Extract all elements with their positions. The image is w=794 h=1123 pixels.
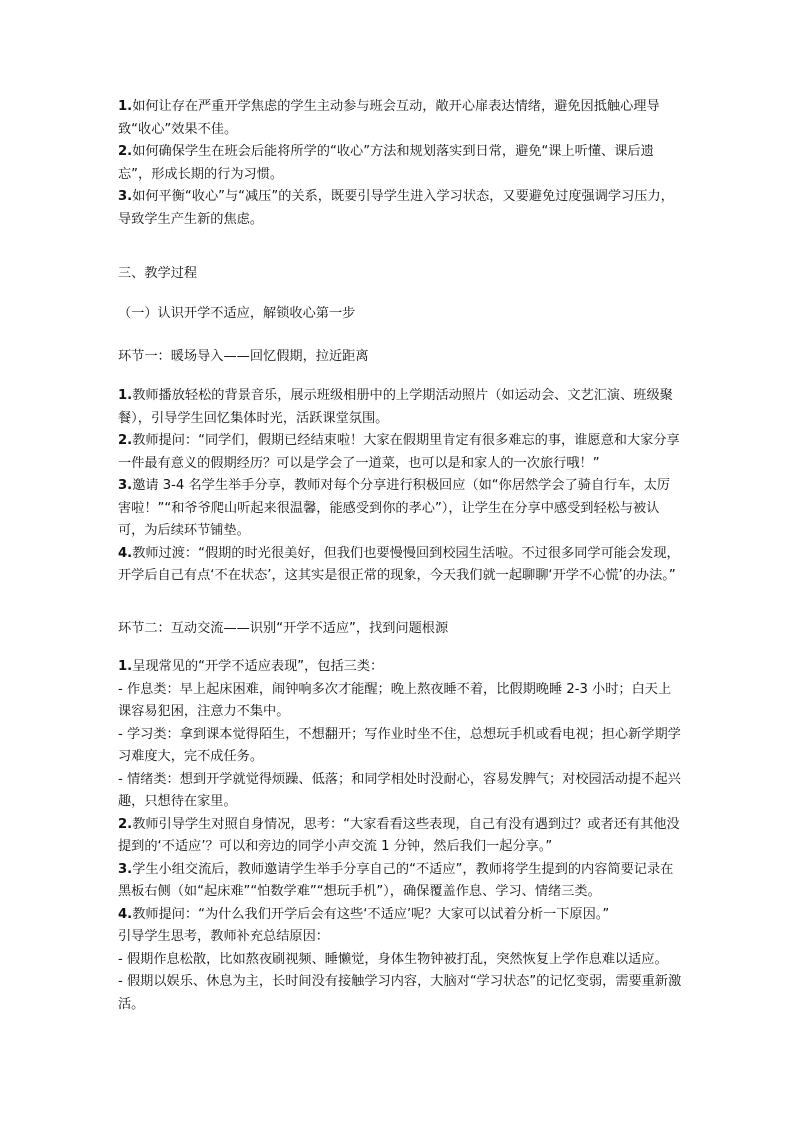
guide-text: 引导学生思考，教师补充总结原因： [118, 929, 329, 944]
reason-bullet-2: - 假期以娱乐、休息为主，长时间没有接触学习内容，大脑对“学习状态”的记忆变弱，需要重新激活。 [118, 974, 682, 1012]
step1-list [118, 385, 683, 588]
item-text: 教师引导学生对照自身情况，思考：“大家看看这些表现，自己有没有遇到过？或者还有其他没提到的‘不适应’？可以和旁边的同学小声交流 1 分钟，然后我们一起分享。” [118, 816, 680, 854]
item-number: 1. [118, 388, 133, 403]
step1-title: 环节一：暖场导入——回忆假期，拉近距离 [118, 349, 369, 364]
step1-item-2 [118, 430, 683, 475]
item-text: 教师提问：“为什么我们开学后会有这些‘不适应’呢？大家可以试着分析一下原因。” [132, 906, 610, 922]
symptom-bullet-1: - 作息类：早上起床困难，闹钟响多次才能醒；晚上熬夜睡不着，比假期晚睡 2-3 小时；白天上课容易犯困，注意力不集中。 [118, 681, 672, 719]
part-title: （一）认识开学不适应，解锁收心第一步 [118, 306, 356, 321]
item-text: 教师播放轻松的背景音乐，展示班级相册中的上学期活动照片（如运动会、文艺汇演、班级聚餐），引导学生回忆集体时光，活跃课堂氛围。 [118, 388, 673, 426]
step1-item-4 [118, 543, 683, 588]
section-heading [118, 263, 683, 285]
step2-item-3 [118, 859, 683, 904]
reason-bullet-1: - 假期作息松散，比如熬夜刷视频、睡懒觉，身体生物钟被打乱，突然恢复上学作息难以适应。 [118, 951, 668, 967]
item-number: 4. [118, 545, 133, 561]
step2-item-4 [118, 904, 683, 927]
part-heading [118, 303, 683, 325]
item-number: 3. [118, 478, 133, 493]
item-number: 4. [118, 906, 133, 922]
step1-heading [118, 346, 683, 368]
item-text: 如何平衡“收心”与“减压”的关系，既要引导学生进入学习状态，又要避免过度强调学习压力，导致学生产生新的焦虑。 [118, 189, 674, 227]
item-number: 1. [118, 99, 133, 114]
step1-item-1 [118, 385, 683, 430]
step2-item-1 [118, 656, 683, 679]
item-number: 1. [118, 659, 133, 674]
item-text: 如何确保学生在班会后能将所学的“收心”方法和规划落实到日常，避免“课上听懂、课后遗忘”，形成长期的行为习惯。 [118, 144, 654, 182]
problem-item-1 [118, 96, 683, 141]
symptom-bullet-2: - 学习类：拿到课本觉得陌生，不想翻开；写作业时坐不住，总想玩手机或看电视；担心新学期学习难度大，完不成任务。 [118, 726, 681, 764]
step1-item-3 [118, 475, 683, 543]
step2-list [118, 656, 683, 1016]
symptom-bullet-3: - 情绪类：想到开学就觉得烦躁、低落；和同学相处时没耐心，容易发脾气；对校园活动提不起兴趣，只想待在家里。 [118, 771, 681, 809]
step2-heading [118, 618, 683, 640]
item-text: 邀请 3-4 名学生举手分享，教师对每个分享进行积极回应（如“你居然学会了骑自行车，太厉害啦！”“和爷爷爬山听起来很温馨，能感受到你的孝心”），让学生在分享中感受到轻松与被认可，为后续环节铺垫。 [118, 478, 671, 538]
section-title: 三、教学过程 [118, 266, 198, 281]
item-text: 呈现常见的“开学不适应表现”，包括三类： [132, 659, 384, 674]
item-number: 3. [118, 861, 133, 877]
problem-item-3 [118, 186, 683, 231]
item-number: 2. [118, 816, 133, 832]
item-number: 2. [118, 433, 133, 448]
problem-item-2 [118, 141, 683, 186]
item-text: 如何让存在严重开学焦虑的学生主动参与班会互动，敞开心扉表达情绪，避免因抵触心理导致“收心”效果不佳。 [118, 99, 660, 137]
item-text: 学生小组交流后，教师邀请学生举手分享自己的“不适应”，教师将学生提到的内容简要记录在黑板右侧（如“起床难”“怕数学难”“想玩手机”），确保覆盖作息、学习、情绪三类。 [118, 861, 674, 899]
step2-item-2 [118, 814, 683, 859]
item-number: 2. [118, 144, 133, 159]
item-text: 教师提问：“同学们，假期已经结束啦！大家在假期里肯定有很多难忘的事，谁愿意和大家分享一件最有意义的假期经历？可以是学会了一道菜，也可以是和家人的一次旅行哦！” [118, 433, 680, 471]
item-text: 教师过渡：“假期的时光很美好，但我们也要慢慢回到校园生活啦。不过很多同学可能会发现，开学后自己有点‘不在状态’，这其实是很正常的现象，今天我们就一起聊聊‘开学不心慌’的办法。” [118, 545, 680, 583]
item-number: 3. [118, 189, 133, 204]
key-problems-list [118, 96, 683, 231]
step2-title: 环节二：互动交流——识别“开学不适应”，找到问题根源 [118, 621, 449, 636]
